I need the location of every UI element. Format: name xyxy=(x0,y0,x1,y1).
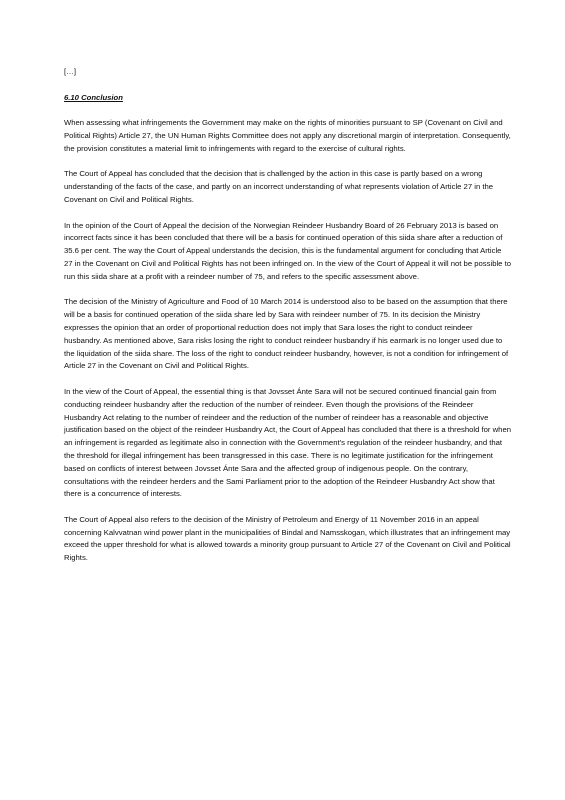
paragraph: When assessing what infringements the Government may make on the rights of minorities pursuant to SP (Covenant on Civil and Political Rights) Article 27, the UN Human Rights Committee does not apply any discretional margin of interpretation. Consequently, the provision constitutes a material limit to infringements with regard to the exercise of cultural rights. xyxy=(64,118,511,153)
document-body xyxy=(64,66,511,578)
paragraph: In the view of the Court of Appeal, the essential thing is that Jovsset Ánte Sara will not be secured continued financial gain from conducting reindeer husbandry after the reduction of the number of reindeer. Even though the provisions of the Reindeer Husbandry Act relating to the number of reindeer and the reduction of the number of reindeer has a reasonable and objective justification based on the object of the reindeer Husbandry Act, the Court of Appeal has concluded that there is a threshold for when an infringement is regarded as legitimate also in connection with the Government's regulation of the reindeer husbandry, and that the threshold for illegal infringement has been transgressed in this case. There is no legitimate justification for the infringement based on conflicts of interest between Jovsset Ánte Sara and the affected group of indigenous people. On the contrary, consultations with the reindeer herders and the Sami Parliament prior to the adoption of the Reindeer Husbandry Act show that there is a concurrence of interests. xyxy=(64,386,512,499)
paragraph: The Court of Appeal also refers to the decision of the Ministry of Petroleum and Energy of 11 November 2016 in an appeal concerning Kalvvatnan wind power plant in the municipalities of Bindal and Namsskogan, which illustrates that an infringement may exceed the upper threshold for what is allowed towards a minority group pursuant to Article 27 of the Covenant on Civil and Political Rights. xyxy=(64,514,511,563)
paragraph: The Court of Appeal has concluded that the decision that is challenged by the action in this case is partly based on a wrong understanding of the facts of the case, and partly on an incorrect understanding of what represents violation of Article 27 in the Covenant on Civil and Political Rights. xyxy=(64,169,494,204)
omission-marker: […] xyxy=(64,67,76,76)
section-heading: 6.10 Conclusion xyxy=(64,92,123,102)
paragraph: The decision of the Ministry of Agriculture and Food of 10 March 2014 is understood also to be based on the assumption that there will be a basis for continued operation of the siida share led by Sara with reindeer number of 75. In its decision the Ministry expresses the opinion that an order of proportional reduction does not imply that Sara loses the right to conduct reindeer husbandry. As mentioned above, Sara risks losing the right to conduct reindeer husbandry if his earmark is no longer used due to the liquidation of the siida share. The loss of the right to conduct reindeer husbandry, however, is not a condition for infringement of Article 27 in the Covenant on Civil and Political Rights. xyxy=(64,297,509,371)
paragraph: In the opinion of the Court of Appeal the decision of the Norwegian Reindeer Husbandry Board of 26 February 2013 is based on incorrect facts since it has been concluded that there will be a basis for continued operation of this siida share after a reduction of 35.6 per cent. The way the Court of Appeal understands the decision, this is the fundamental argument for concluding that Article 27 in the Covenant on Civil and Political Rights has not been infringed on. In the view of the Court of Appeal it will not be possible to run this siida share at a profit with a reindeer number of 75, and refers to the specific assessment above. xyxy=(64,220,512,281)
